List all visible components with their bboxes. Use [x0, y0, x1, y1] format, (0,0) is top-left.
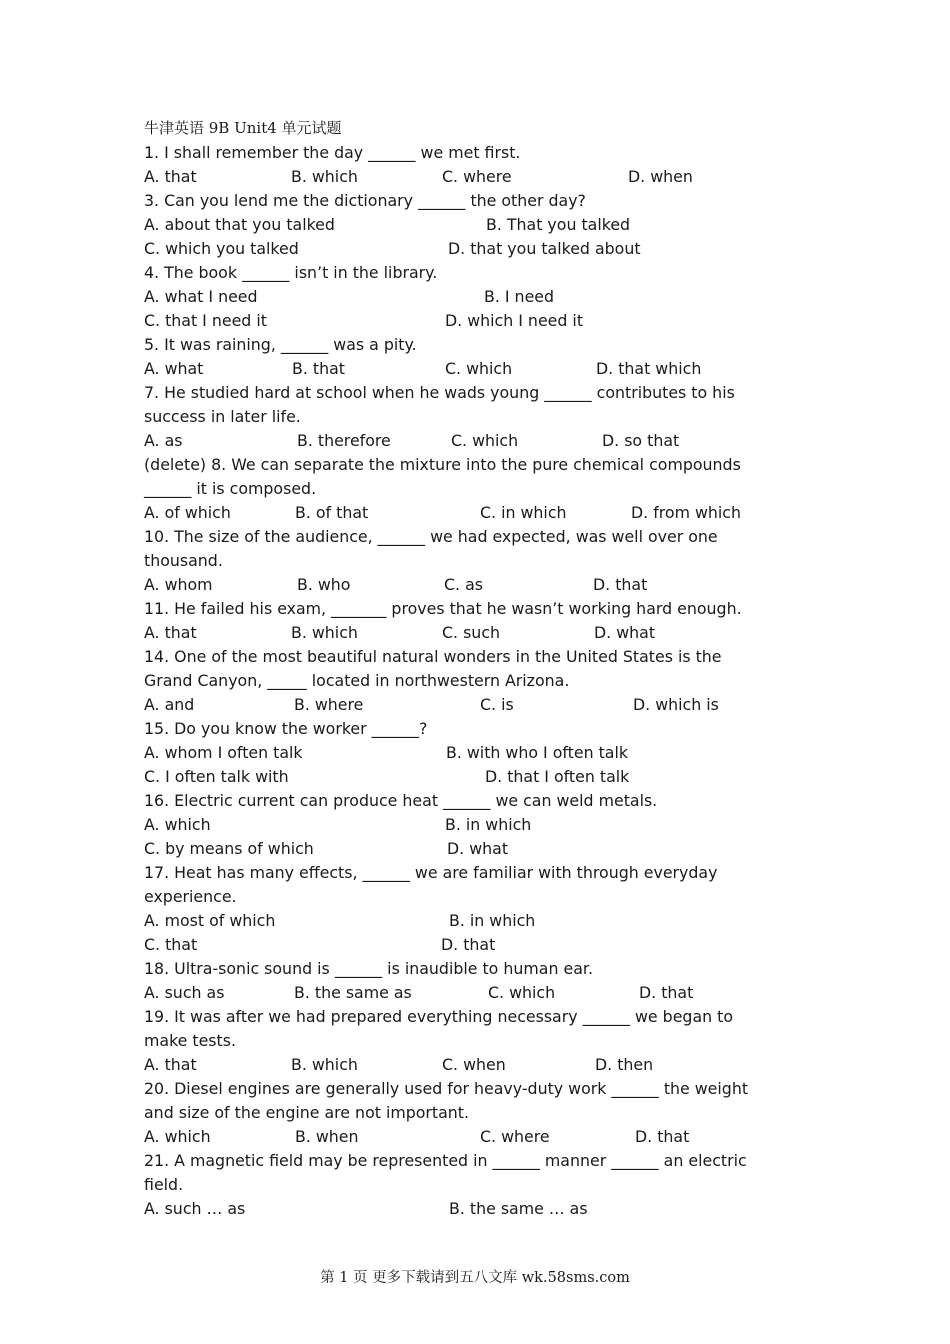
answer-option: B. in which	[449, 911, 536, 930]
answer-option: C. which	[451, 431, 519, 450]
question-text: 14. One of the most beautiful natural wonders in the United States is the	[144, 647, 722, 666]
answer-option: B. with who I often talk	[446, 743, 629, 762]
answer-option: A. such … as	[144, 1199, 246, 1218]
answer-option: D. that I often talk	[485, 767, 630, 786]
answer-option: A. most of which	[144, 911, 276, 930]
answer-option: A. that	[144, 1055, 197, 1074]
answer-option: C. that I need it	[144, 311, 267, 330]
answer-option: A. of which	[144, 503, 231, 522]
answer-option: C. where	[480, 1127, 550, 1146]
question-text: 11. He failed his exam, _______ proves that he wasn’t working hard enough.	[144, 599, 742, 618]
question-text: 4. The book ______ isn’t in the library.	[144, 263, 438, 282]
document-title: 牛津英语 9B Unit4 单元试题	[144, 119, 342, 137]
answer-option: C. which	[445, 359, 513, 378]
question-text: 15. Do you know the worker ______?	[144, 719, 428, 738]
question-text: (delete) 8. We can separate the mixture into the pure chemical compounds	[144, 455, 741, 474]
page-footer: 第 1 页 更多下载请到五八文库 wk.58sms.com	[320, 1270, 630, 1286]
question-text: 3. Can you lend me the dictionary ______ the other day?	[144, 191, 586, 210]
answer-option: D. that which	[596, 359, 702, 378]
question-text: 17. Heat has many effects, ______ we are familiar with through everyday	[144, 863, 718, 882]
answer-option: A. what I need	[144, 287, 258, 306]
question-text: 5. It was raining, ______ was a pity.	[144, 335, 417, 354]
question-text: 21. A magnetic field may be represented in ______ manner ______ an electric	[144, 1151, 747, 1170]
answer-option: A. as	[144, 431, 183, 450]
question-text: thousand.	[144, 551, 223, 570]
question-text: 20. Diesel engines are generally used for heavy-duty work ______ the weight	[144, 1079, 749, 1098]
answer-option: C. as	[444, 575, 483, 594]
answer-option: D. then	[595, 1055, 654, 1074]
answer-option: C. which you talked	[144, 239, 299, 258]
question-text: 19. It was after we had prepared everything necessary ______ we began to	[144, 1007, 734, 1026]
question-text: 16. Electric current can produce heat ______ we can weld metals.	[144, 791, 658, 810]
answer-option: D. that you talked about	[448, 239, 641, 258]
answer-option: B. the same … as	[449, 1199, 588, 1218]
question-text: experience.	[144, 887, 237, 906]
answer-option: C. where	[442, 167, 512, 186]
answer-option: C. which	[488, 983, 556, 1002]
answer-option: B. who	[297, 575, 351, 594]
answer-option: D. which is	[633, 695, 719, 714]
answer-option: A. and	[144, 695, 195, 714]
answer-option: C. is	[480, 695, 514, 714]
answer-option: B. of that	[295, 503, 369, 522]
answer-option: D. from which	[631, 503, 742, 522]
answer-option: A. about that you talked	[144, 215, 335, 234]
answer-option: B. I need	[484, 287, 555, 306]
answer-option: C. such	[442, 623, 501, 642]
question-text: make tests.	[144, 1031, 236, 1050]
question-text: 10. The size of the audience, ______ we had expected, was well over one	[144, 527, 718, 546]
answer-option: B. the same as	[294, 983, 412, 1002]
answer-option: C. that	[144, 935, 198, 954]
answer-option: C. in which	[480, 503, 567, 522]
answer-option: B. That you talked	[486, 215, 631, 234]
question-text: 1. I shall remember the day ______ we met first.	[144, 143, 521, 162]
answer-option: A. which	[144, 815, 211, 834]
answer-option: B. which	[291, 623, 358, 642]
answer-option: D. what	[594, 623, 656, 642]
answer-option: A. that	[144, 623, 197, 642]
answer-option: D. which I need it	[445, 311, 584, 330]
answer-option: B. that	[292, 359, 345, 378]
answer-option: D. that	[635, 1127, 690, 1146]
answer-option: D. when	[628, 167, 693, 186]
answer-option: C. by means of which	[144, 839, 314, 858]
answer-option: D. so that	[602, 431, 680, 450]
question-text: field.	[144, 1175, 184, 1194]
answer-option: D. what	[447, 839, 509, 858]
answer-option: A. whom	[144, 575, 213, 594]
question-text: ______ it is composed.	[144, 479, 317, 498]
answer-option: B. which	[291, 167, 358, 186]
answer-option: B. in which	[445, 815, 532, 834]
answer-option: B. where	[294, 695, 364, 714]
answer-option: D. that	[593, 575, 648, 594]
question-text: 7. He studied hard at school when he wads young ______ contributes to his	[144, 383, 735, 402]
answer-option: A. what	[144, 359, 204, 378]
answer-option: A. such as	[144, 983, 225, 1002]
answer-option: A. whom I often talk	[144, 743, 303, 762]
question-text: and size of the engine are not important.	[144, 1103, 470, 1122]
answer-option: B. therefore	[297, 431, 391, 450]
question-text: success in later life.	[144, 407, 301, 426]
answer-option: B. when	[295, 1127, 359, 1146]
answer-option: A. which	[144, 1127, 211, 1146]
answer-option: A. that	[144, 167, 197, 186]
question-text: 18. Ultra-sonic sound is ______ is inaudible to human ear.	[144, 959, 593, 978]
answer-option: C. when	[442, 1055, 506, 1074]
answer-option: D. that	[639, 983, 694, 1002]
answer-option: C. I often talk with	[144, 767, 289, 786]
answer-option: D. that	[441, 935, 496, 954]
question-text: Grand Canyon, _____ located in northwestern Arizona.	[144, 671, 570, 690]
answer-option: B. which	[291, 1055, 358, 1074]
